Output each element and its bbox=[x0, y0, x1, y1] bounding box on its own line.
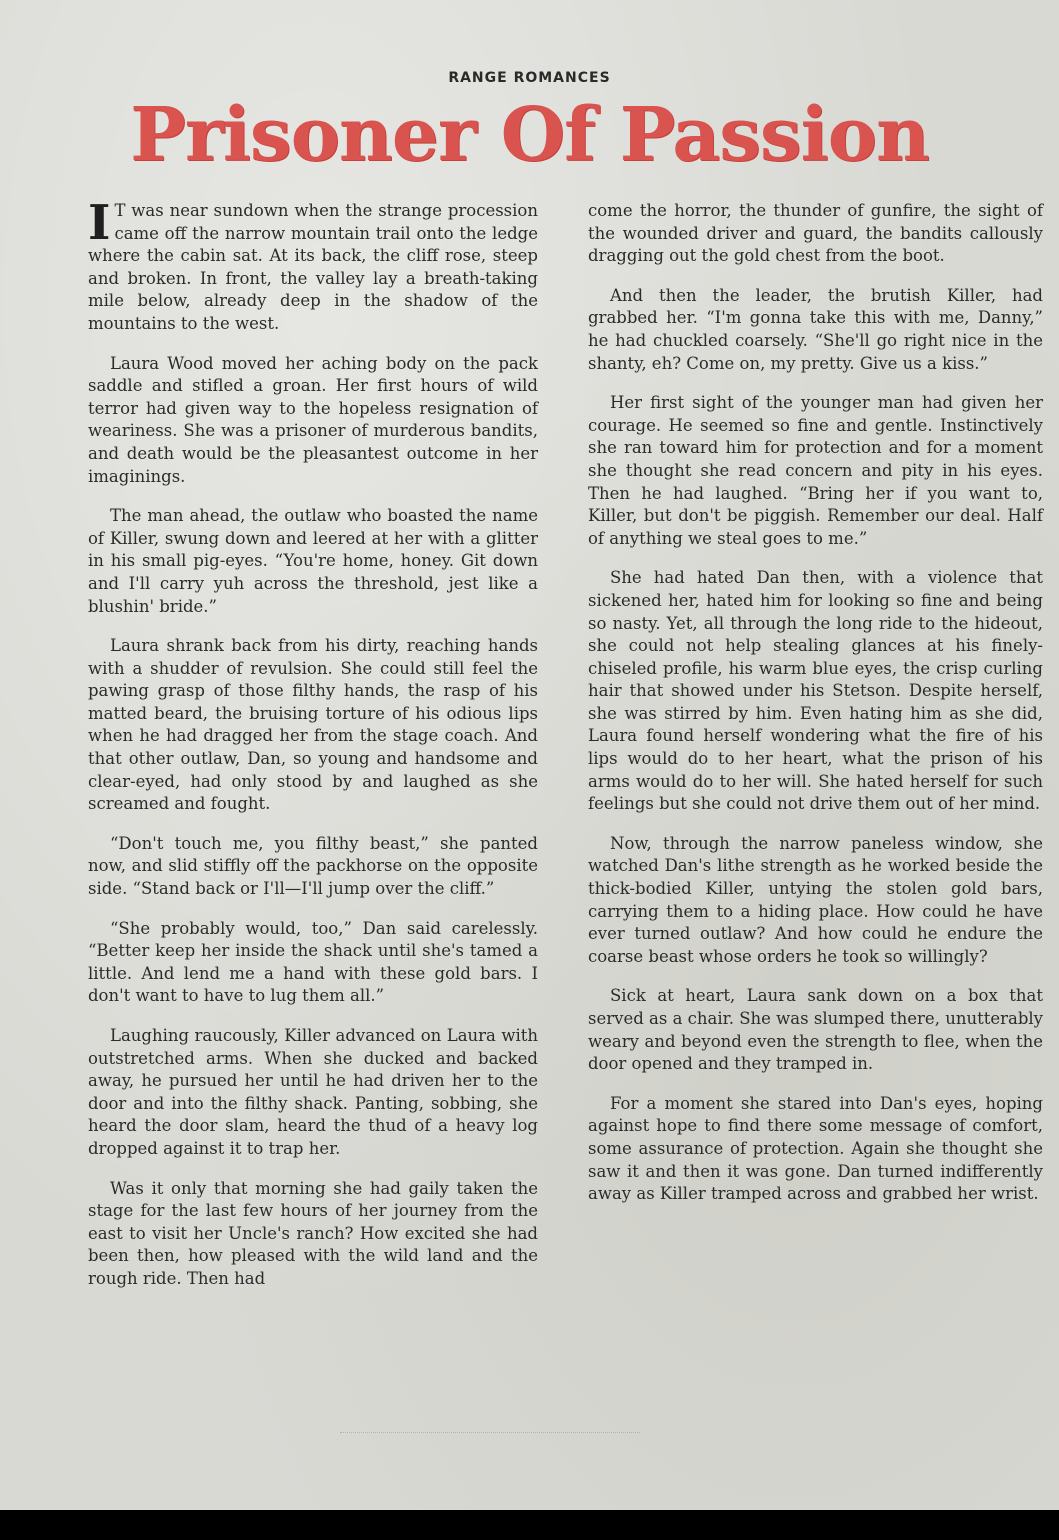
paragraph: And then the leader, the brutish Killer, had grabbed her. “I'm gonna take this with me, Danny,” he had chuckled coarsely. “She'll go right nice in the shanty, eh? Come on, my pretty. Give us a kiss.” bbox=[588, 285, 1043, 373]
paragraph: Laughing raucously, Killer advanced on Laura with outstretched arms. When she ducked and backed away, he pursued her until he had driven her to the door and into the filthy shack. Panting, sobbing, she heard the door slam, heard the thud of a heavy log dropped against it to trap her. bbox=[88, 1026, 538, 1158]
left-column bbox=[88, 195, 538, 1308]
paragraph: I T was near sundown when the strange procession came off the narrow mountain trail onto the ledge where the cabin sat. At its back, the cliff rose, steep and broken. In front, the valley lay a breath-taking mile below, already deep in the shadow of the mountains to the west. bbox=[88, 195, 538, 333]
paragraph: “She probably would, too,” Dan said carelessly. “Better keep her inside the shack until she's tamed a little. And lend me a hand with these gold bars. I don't want to have to lug them all.” bbox=[88, 918, 538, 1006]
paragraph: She had hated Dan then, with a violence that sickened her, hated him for looking so fine and being so nasty. Yet, all through the long ride to the hideout, she could not help stealing glances at his finely-chiseled profile, his warm blue eyes, the crisp curling hair that showed under his Stetson. Despite herself, she was stirred by him. Even hating him as she did, Laura found herself wondering what the fire of his lips would do to her heart, what the prison of his arms would do to her will. She hated herself for such feelings but she could not drive them out of her mind. bbox=[588, 568, 1043, 814]
paragraph: For a moment she stared into Dan's eyes, hoping against hope to find there some message of comfort, some assurance of protection. Again she thought she saw it and then it was gone. Dan turned indifferently away as Killer tramped across and grabbed her wrist. bbox=[588, 1093, 1043, 1204]
paragraph: The man ahead, the outlaw who boasted the name of Killer, swung down and leered at her with a glitter in his small pig-eyes. “You're home, honey. Git down and I'll carry yuh across the threshold, jest like a blushin' bride.” bbox=[88, 506, 538, 616]
running-header: RANGE ROMANCES bbox=[448, 70, 611, 86]
paragraph: Sick at heart, Laura sank down on a box that served as a chair. She was slumped there, unutterably weary and beyond even the strength to flee, when the door opened and they tramped in. bbox=[588, 986, 1043, 1074]
paragraph: Laura shrank back from his dirty, reaching hands with a shudder of revulsion. She could still feel the pawing grasp of those filthy hands, the rasp of his matted beard, the bruising torture of his odious lips when he had dragged her from the stage coach. And that other outlaw, Dan, so young and handsome and clear-eyed, had only stood by and laughed as she screamed and fought. bbox=[88, 636, 538, 814]
paragraph: Her first sight of the younger man had given her courage. He seemed so fine and gentle. Instinctively she ran toward him for protection and for a moment she thought she read concern and pity in his eyes. Then he had laughed. “Bring her if you want to, Killer, but don't be piggish. Remember our deal. Half of anything we steal goes to me.” bbox=[588, 393, 1043, 548]
right-column bbox=[588, 200, 1043, 1223]
paragraph: “Don't touch me, you filthy beast,” she panted now, and slid stiffly off the packhorse on the opposite side. “Stand back or I'll—I'll jump over the cliff.” bbox=[88, 833, 538, 899]
drop-cap: I bbox=[88, 195, 111, 251]
paragraph: Now, through the narrow paneless window, she watched Dan's lithe strength as he worked beside the thick-bodied Killer, untying the stolen gold bars, carrying them to a hiding place. How could he have ever turned outlaw? And how could he endure the coarse beast whose orders he took so willingly? bbox=[588, 833, 1043, 966]
paragraph: Laura Wood moved her aching body on the pack saddle and stifled a groan. Her first hours of wild terror had given way to the hopeless resignation of weariness. She was a prisoner of murderous bandits, and death would be the pleasantest outcome in her imaginings. bbox=[88, 353, 538, 486]
footer-rule bbox=[340, 1432, 640, 1437]
paragraph: come the horror, the thunder of gunfire, the sight of the wounded driver and guard, the bandits callously dragging out the gold chest from the boot. bbox=[588, 201, 1043, 266]
story-title: Prisoner Of Passion bbox=[130, 92, 929, 178]
paragraph: Was it only that morning she had gaily taken the stage for the last few hours of her journey from the east to visit her Uncle's ranch? How excited she had been then, how pleased with the wild land and the rough ride. Then had bbox=[88, 1178, 538, 1288]
